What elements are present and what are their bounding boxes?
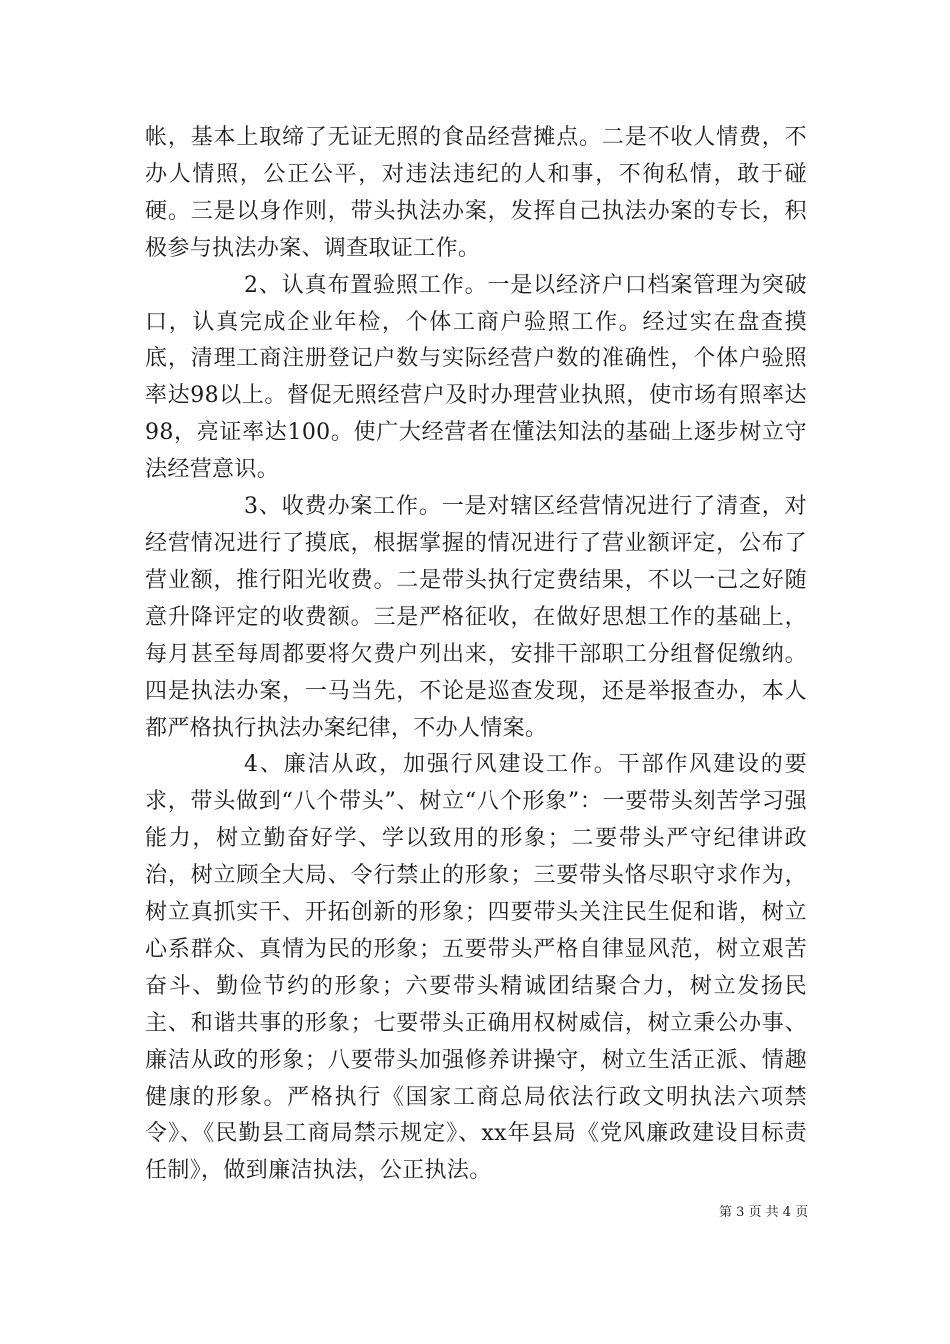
paragraph-continuation: 帐，基本上取缔了无证无照的食品经营摊点。二是不收人情费，不办人情照，公正公平，对违法违纪的人和事，不徇私情，敢于碰硬。三是以身作则，带头执法办案，发挥自己执法办案的专长，积极参与执法办案、调查取证工作。 bbox=[145, 125, 807, 261]
paragraph-integrity: 4、廉洁从政，加强行风建设工作。干部作风建设的要求，带头做到“八个带头”、树立“八个形象”：一要带头刻苦学习强能力，树立勤奋好学、学以致用的形象；二要带头严守纪律讲政治，树立顾全大局、令行禁止的形象；三要带头恪尽职守求作为，树立真抓实干、开拓创新的形象；四要带头关注民生促和谐，树立心系群众、真情为民的形象；五要带头严格自律显风范，树立艰苦奋斗、勤俭节约的形象；六要带头精诚团结聚合力，树立发扬民主、和谐共事的形象；七要带头正确用权树威信，树立秉公办事、廉洁从政的形象；八要带头加强修养讲操守，树立生活正派、情趣健康的形象。严格执行《国家工商总局依法行政文明执法六项禁令》、《民勤县工商局禁示规定》、xx年县局《党风廉政建设目标责任制》，做到廉洁执法，公正执法。 bbox=[145, 752, 807, 1184]
paragraph-license-inspection: 2、认真布置验照工作。一是以经济户口档案管理为突破口，认真完成企业年检，个体工商户验照工作。经过实在盘查摸底，清理工商注册登记户数与实际经营户数的准确性，个体户验照率达98以上。督促无照经营户及时办理营业执照，使市场有照率达98，亮证率达100。使广大经营者在懂法知法的基础上逐步树立守法经营意识。 bbox=[145, 272, 807, 483]
page-number-footer: 第 3 页 共 4 页 bbox=[719, 1205, 809, 1220]
body-text bbox=[145, 120, 807, 1190]
paragraph-fee-collection: 3、收费办案工作。一是对辖区经营情况进行了清查，对经营情况进行了摸底，根据掌握的情况进行了营业额评定，公布了营业额，推行阳光收费。二是带头执行定费结果，不以一己之好随意升降评定的收费额。三是严格征收，在做好思想工作的基础上，每月甚至每周都要将欠费户列出来，安排干部职工分组督促缴纳。四是执法办案，一马当先，不论是巡查发现，还是举报查办，本人都严格执行执法办案纪律，不办人情案。 bbox=[145, 494, 807, 741]
